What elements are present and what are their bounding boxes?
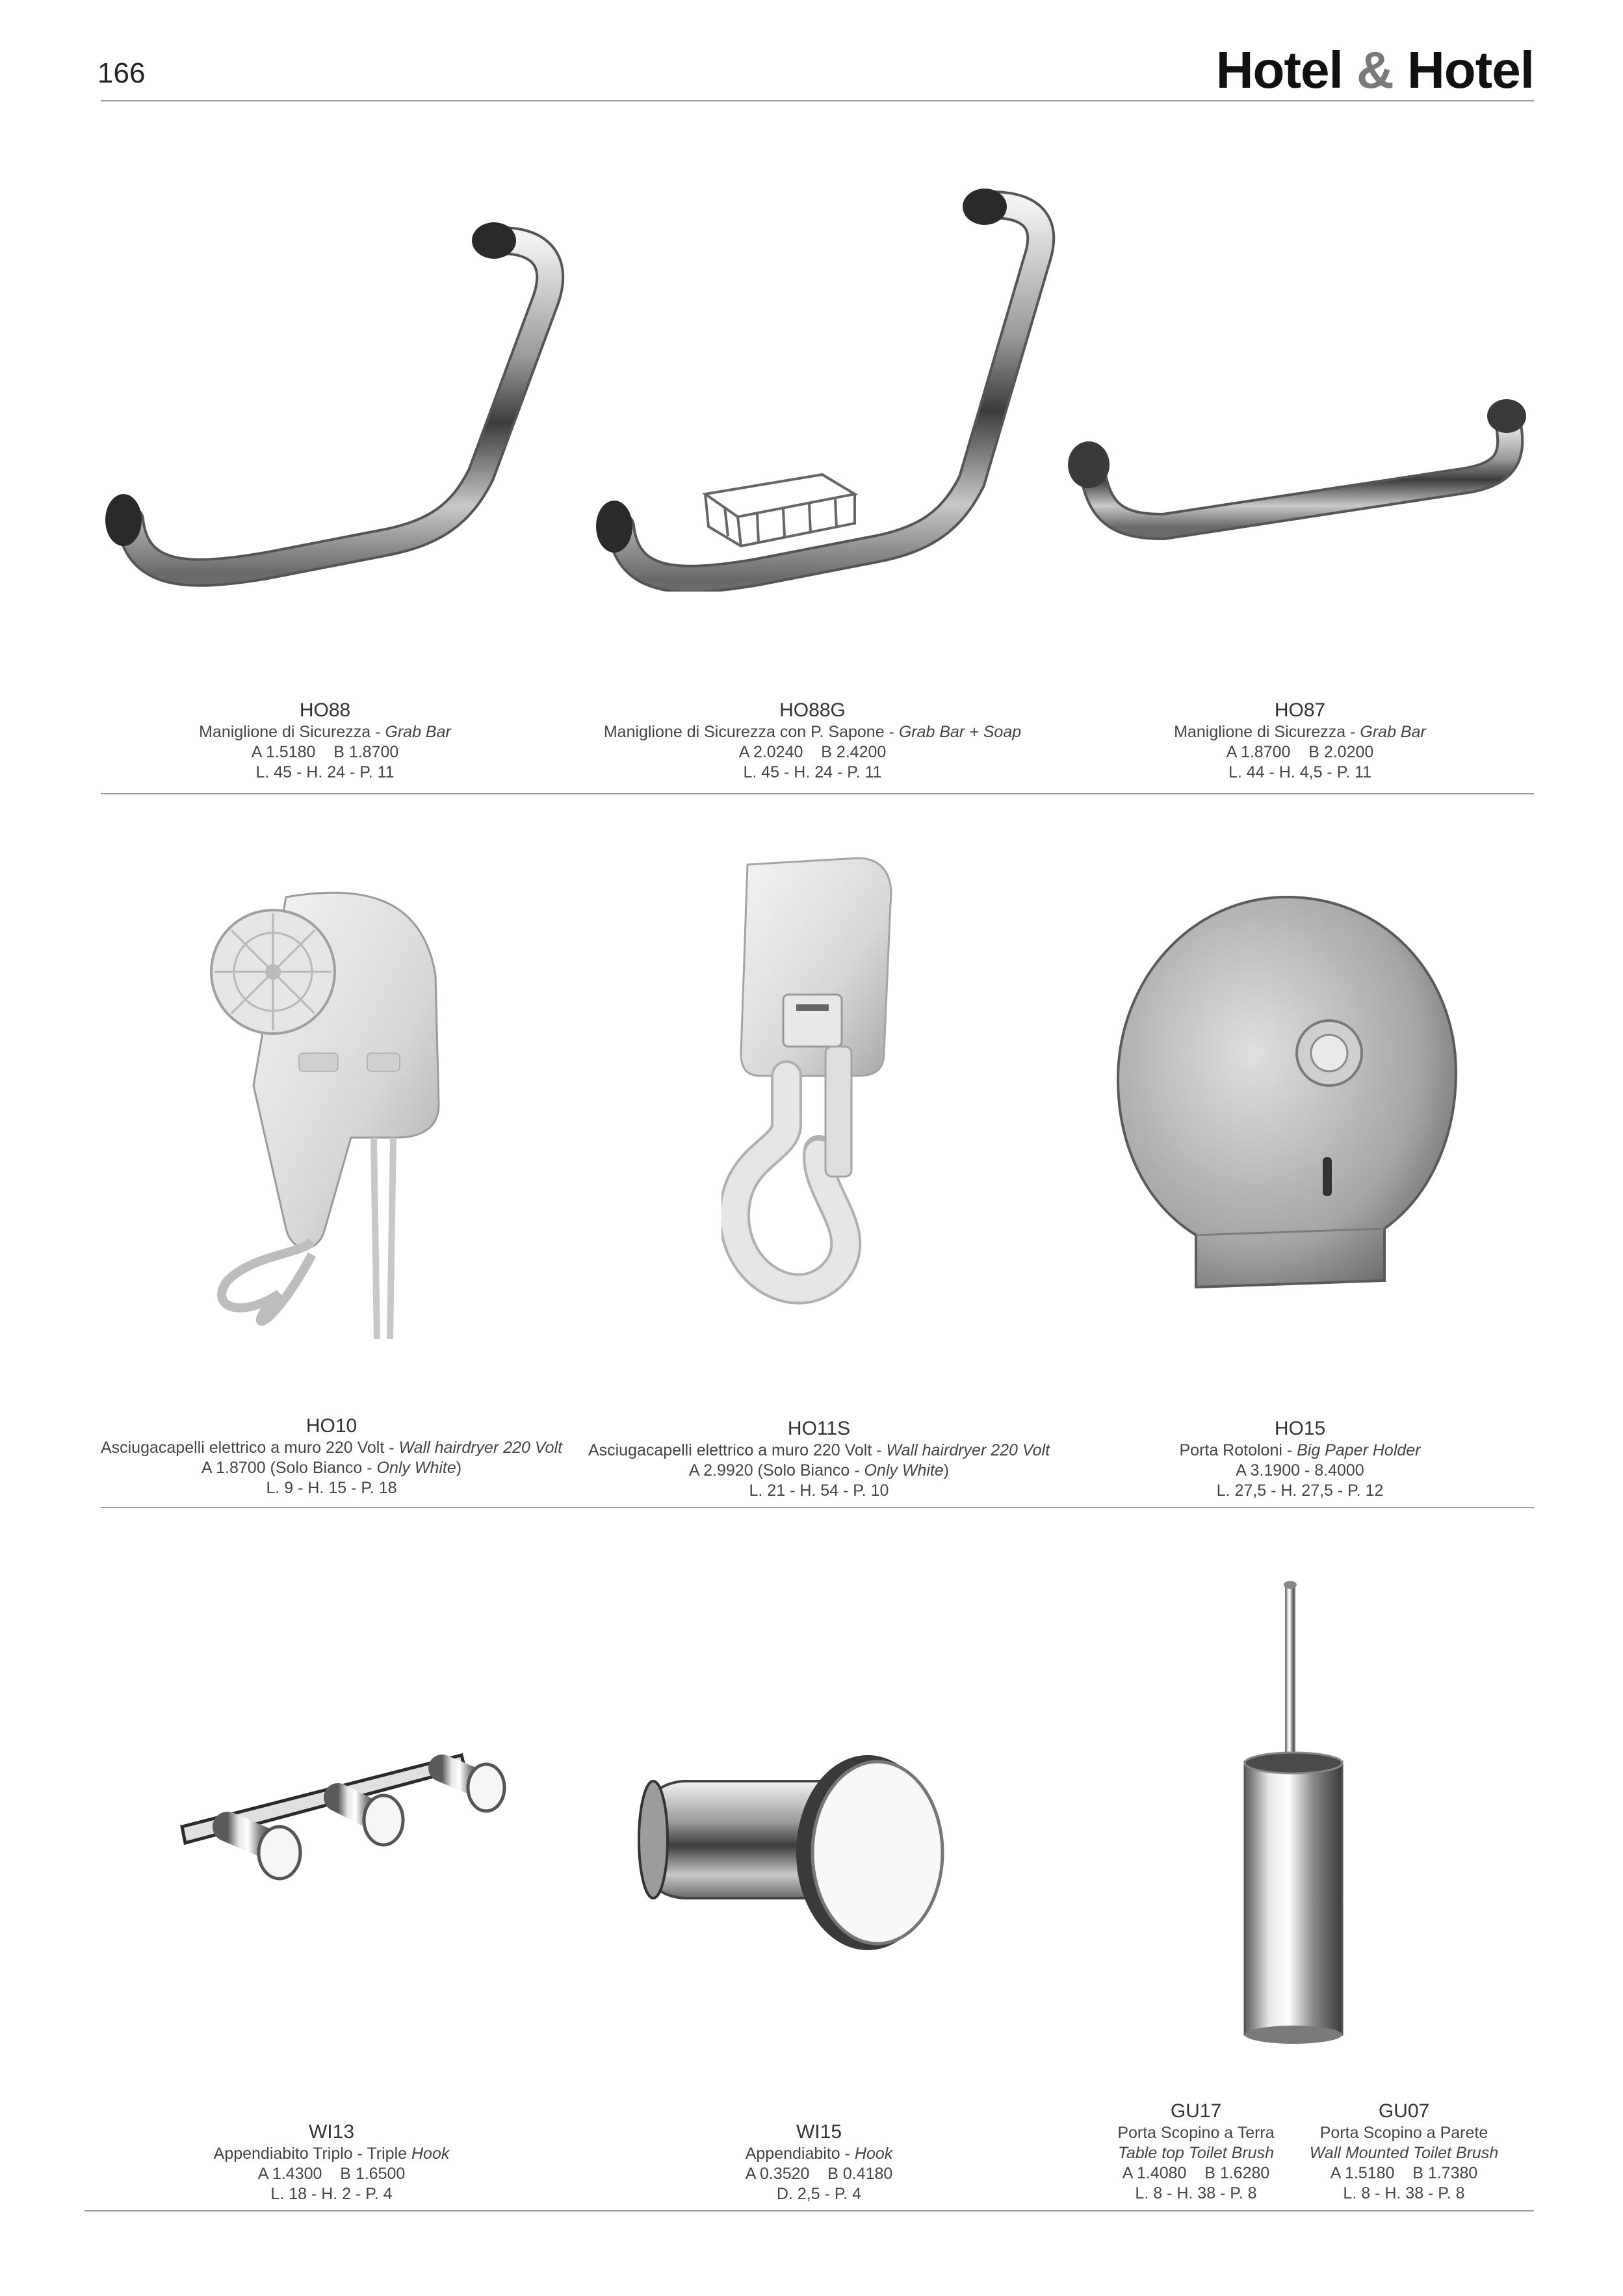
product-caption-ho10: [97, 1415, 565, 1498]
footer-divider: [84, 2210, 1534, 2211]
product-price: A 2.0240 B 2.4200: [738, 743, 887, 761]
product-dims: L. 27,5 - H. 27,5 - P. 12: [1216, 1481, 1384, 1500]
product-price: A 1.8700 (Solo Bianco -: [201, 1459, 377, 1477]
product-caption-gu07: [1300, 2100, 1508, 2204]
product-caption-ho88g: [585, 699, 1040, 783]
product-dims: L. 9 - H. 15 - P. 18: [266, 1479, 397, 1497]
row-divider: [101, 793, 1534, 794]
straight-grab-bar-icon: [1059, 384, 1527, 566]
product-price: A 1.8700 B 2.0200: [1226, 743, 1374, 761]
product-desc-it: Maniglione di Sicurezza con P. Sapone -: [603, 723, 899, 741]
product-price: A 2.9920 (Solo Bianco -: [688, 1461, 864, 1480]
product-desc-it: Maniglione di Sicurezza -: [199, 723, 385, 741]
product-desc-en: Wall hairdryer 220 Volt: [886, 1441, 1050, 1459]
hook-icon: [634, 1749, 959, 1970]
product-desc-en: Table top Toilet Brush: [1118, 2144, 1274, 2162]
brand-logo: [1216, 40, 1534, 100]
header-divider: [101, 100, 1534, 101]
product-desc-en: Big Paper Holder: [1297, 1441, 1421, 1459]
product-desc-it: Asciugacapelli elettrico a muro 220 Volt -: [588, 1441, 887, 1459]
product-desc-it: Appendiabito -: [745, 2145, 855, 2163]
page-number: 166: [97, 57, 146, 89]
product-price: A 1.4300 B 1.6500: [257, 2165, 406, 2183]
product-caption-ho15: [1144, 1417, 1456, 1501]
toilet-brush-icon: [1228, 1580, 1358, 2048]
product-price-end: ): [456, 1459, 462, 1477]
product-desc-en: Wall Mounted Toilet Brush: [1309, 2144, 1499, 2162]
product-caption-wi15: [663, 2120, 975, 2204]
product-caption-wi13: [175, 2120, 487, 2204]
product-caption-ho11s: [572, 1417, 1066, 1501]
product-desc-en: Grab Bar + Soap: [898, 723, 1022, 741]
product-code: WI15: [796, 2121, 842, 2143]
grab-bar-icon: [97, 215, 565, 592]
row-divider: [101, 1507, 1534, 1508]
product-dims: L. 44 - H. 4,5 - P. 11: [1228, 763, 1372, 781]
product-caption-ho88: [169, 699, 481, 783]
product-code: HO88G: [779, 699, 846, 721]
product-desc-en: Hook: [411, 2145, 450, 2163]
product-code: HO11S: [787, 1418, 851, 1439]
product-caption-gu17: [1092, 2100, 1300, 2204]
product-desc-it: Porta Scopino a Parete: [1319, 2124, 1488, 2142]
product-price: A 3.1900 - 8.4000: [1236, 1461, 1364, 1480]
hose-hairdryer-icon: [721, 852, 903, 1333]
product-desc-it: Asciugacapelli elettrico a muro 220 Volt -: [100, 1439, 399, 1457]
product-code: HO88: [299, 699, 351, 721]
hairdryer-icon: [201, 891, 487, 1346]
product-desc-en: Hook: [854, 2145, 893, 2163]
product-code: WI13: [308, 2121, 355, 2143]
product-caption-ho87: [1144, 699, 1456, 783]
product-desc-en: Wall hairdryer 220 Volt: [398, 1439, 563, 1457]
product-code: HO15: [1274, 1418, 1326, 1439]
product-code: GU17: [1170, 2100, 1222, 2122]
triple-hook-icon: [175, 1716, 526, 1898]
product-desc-en: Grab Bar: [1360, 723, 1426, 741]
product-price-en: Only White: [376, 1459, 456, 1477]
product-desc-it: Porta Rotoloni -: [1179, 1441, 1297, 1459]
product-dims: D. 2,5 - P. 4: [776, 2185, 862, 2203]
product-code: HO10: [305, 1415, 357, 1437]
product-price: A 1.5180 B 1.8700: [251, 743, 399, 761]
product-dims: L. 18 - H. 2 - P. 4: [270, 2185, 393, 2203]
product-dims: L. 45 - H. 24 - P. 11: [743, 763, 882, 781]
product-desc-en: Grab Bar: [385, 723, 451, 741]
product-price-end: ): [943, 1461, 950, 1480]
product-desc-it: Porta Scopino a Terra: [1117, 2124, 1275, 2142]
product-price: A 1.5180 B 1.7380: [1330, 2164, 1478, 2182]
product-code: GU07: [1378, 2100, 1430, 2122]
product-code: HO87: [1274, 699, 1326, 721]
brand-amp: &: [1356, 41, 1394, 99]
product-price: A 1.4080 B 1.6280: [1122, 2164, 1270, 2182]
product-desc-it: Appendiabito Triplo - Triple: [213, 2145, 411, 2163]
paper-holder-icon: [1105, 884, 1469, 1300]
grab-bar-soap-icon: [588, 189, 1056, 592]
product-dims: L. 21 - H. 54 - P. 10: [749, 1481, 889, 1500]
product-dims: L. 45 - H. 24 - P. 11: [255, 763, 395, 781]
product-dims: L. 8 - H. 38 - P. 8: [1135, 2184, 1257, 2202]
product-price: A 0.3520 B 0.4180: [745, 2165, 893, 2183]
product-price-en: Only White: [864, 1461, 944, 1480]
product-desc-it: Maniglione di Sicurezza -: [1174, 723, 1360, 741]
product-dims: L. 8 - H. 38 - P. 8: [1343, 2184, 1465, 2202]
brand-right: Hotel: [1407, 41, 1534, 99]
brand-left: Hotel: [1215, 41, 1343, 99]
